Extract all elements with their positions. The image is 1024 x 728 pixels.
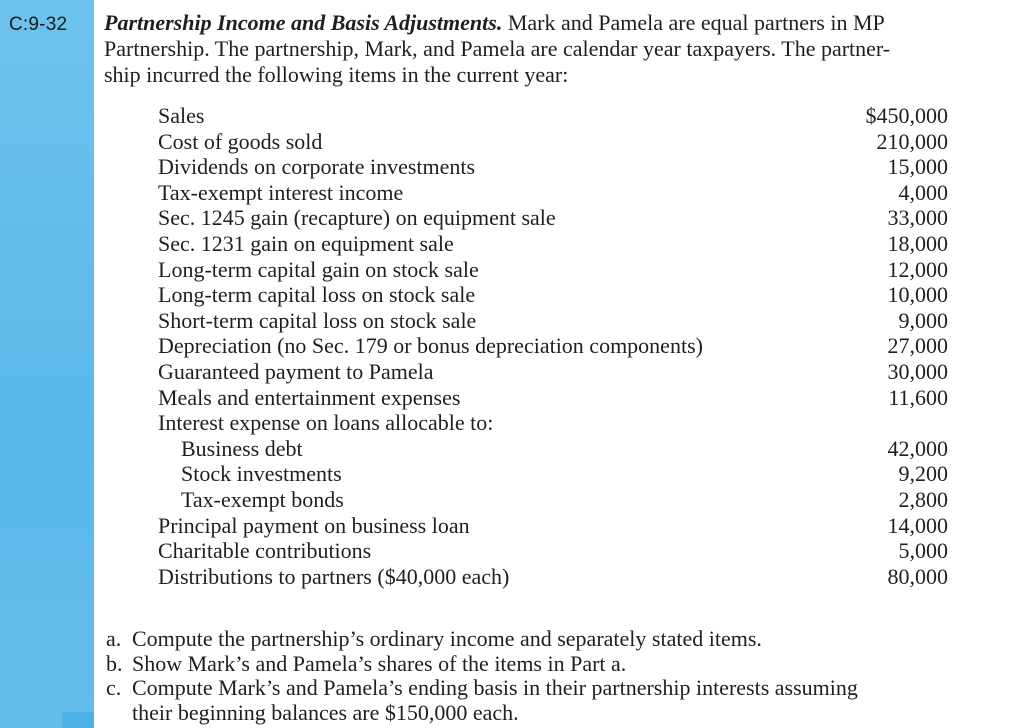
item-label: Business debt <box>181 435 303 461</box>
question-text: Compute Mark’s and Pamela’s ending basis in their partnership interests assuming <box>132 675 858 701</box>
item-label: Long-term capital gain on stock sale <box>158 256 479 282</box>
question-letter: a. <box>106 626 122 651</box>
question-c-continued <box>106 701 1010 726</box>
item-row <box>158 333 948 359</box>
item-amount: 210,000 <box>876 128 948 154</box>
margin-color-bar <box>0 0 94 728</box>
item-amount: 9,200 <box>898 461 948 487</box>
item-label: Short-term capital loss on stock sale <box>158 307 477 333</box>
item-row <box>158 564 948 590</box>
item-amount: 11,600 <box>888 384 948 410</box>
problem-title: Partnership Income and Basis Adjustments. <box>104 10 503 35</box>
item-row <box>158 129 948 155</box>
item-amount: 33,000 <box>887 205 948 231</box>
item-amount: 12,000 <box>887 256 948 282</box>
item-row <box>158 410 948 436</box>
item-label: Charitable contributions <box>158 538 372 564</box>
item-label: Distributions to partners ($40,000 each) <box>158 563 510 589</box>
intro-line-1 <box>104 10 1010 36</box>
item-label: Cost of goods sold <box>158 128 323 154</box>
item-row <box>158 487 948 513</box>
item-row <box>158 205 948 231</box>
item-row <box>158 282 948 308</box>
intro-line-3: ship incurred the following items in the current year: <box>104 62 569 87</box>
item-label: Sales <box>158 103 205 128</box>
item-label: Stock investments <box>181 461 342 487</box>
item-label: Meals and entertainment expenses <box>158 384 461 410</box>
problem-number: C:9-32 <box>9 14 68 35</box>
problem-intro <box>104 10 1010 88</box>
question-text: Compute the partnership’s ordinary income and separately stated items. <box>132 626 762 651</box>
item-row <box>158 180 948 206</box>
item-amount: 80,000 <box>887 563 948 589</box>
item-amount: 5,000 <box>898 538 948 564</box>
item-label: Long-term capital loss on stock sale <box>158 282 476 308</box>
item-label: Sec. 1245 gain (recapture) on equipment sale <box>158 205 556 231</box>
item-amount: 42,000 <box>887 435 948 461</box>
item-row <box>158 461 948 487</box>
item-amount: 18,000 <box>887 230 948 256</box>
item-amount: 9,000 <box>898 307 948 333</box>
item-amount: 2,800 <box>898 486 948 512</box>
item-label: Tax-exempt bonds <box>181 486 344 512</box>
margin-tab <box>62 712 94 728</box>
item-label: Dividends on corporate investments <box>158 154 476 180</box>
question-c <box>106 676 1010 701</box>
item-row <box>158 359 948 385</box>
item-amount: 4,000 <box>898 179 948 205</box>
question-letter: c. <box>106 675 122 701</box>
item-amount: 10,000 <box>887 282 948 308</box>
item-amount: 14,000 <box>887 512 948 538</box>
question-list <box>106 627 1010 725</box>
item-amount: 30,000 <box>887 358 948 384</box>
item-row <box>158 308 948 334</box>
question-a <box>106 627 1010 652</box>
question-text: Show Mark’s and Pamela’s shares of the items in Part a. <box>132 650 627 676</box>
item-row <box>158 513 948 539</box>
items-table <box>158 103 948 589</box>
item-label: Interest expense on loans allocable to: <box>158 410 494 436</box>
intro-text: Mark and Pamela are equal partners in MP <box>507 10 885 35</box>
item-row <box>158 257 948 283</box>
item-amount: $450,000 <box>865 103 948 128</box>
item-row <box>158 231 948 257</box>
question-letter: b. <box>106 650 123 676</box>
question-b <box>106 652 1010 677</box>
item-row <box>158 538 948 564</box>
question-text: their beginning balances are $150,000 each. <box>132 699 519 725</box>
item-row <box>158 436 948 462</box>
item-amount: 15,000 <box>887 154 948 180</box>
item-label: Sec. 1231 gain on equipment sale <box>158 230 454 256</box>
item-row <box>158 103 948 129</box>
intro-line-2: Partnership. The partnership, Mark, and Pamela are calendar year taxpayers. The partner- <box>104 36 891 61</box>
item-row <box>158 154 948 180</box>
item-label: Depreciation (no Sec. 179 or bonus depreciation components) <box>158 333 703 359</box>
item-row <box>158 385 948 411</box>
item-label: Guaranteed payment to Pamela <box>158 358 434 384</box>
item-label: Tax-exempt interest income <box>158 179 404 205</box>
item-label: Principal payment on business loan <box>158 512 470 538</box>
item-amount: 27,000 <box>887 333 948 359</box>
